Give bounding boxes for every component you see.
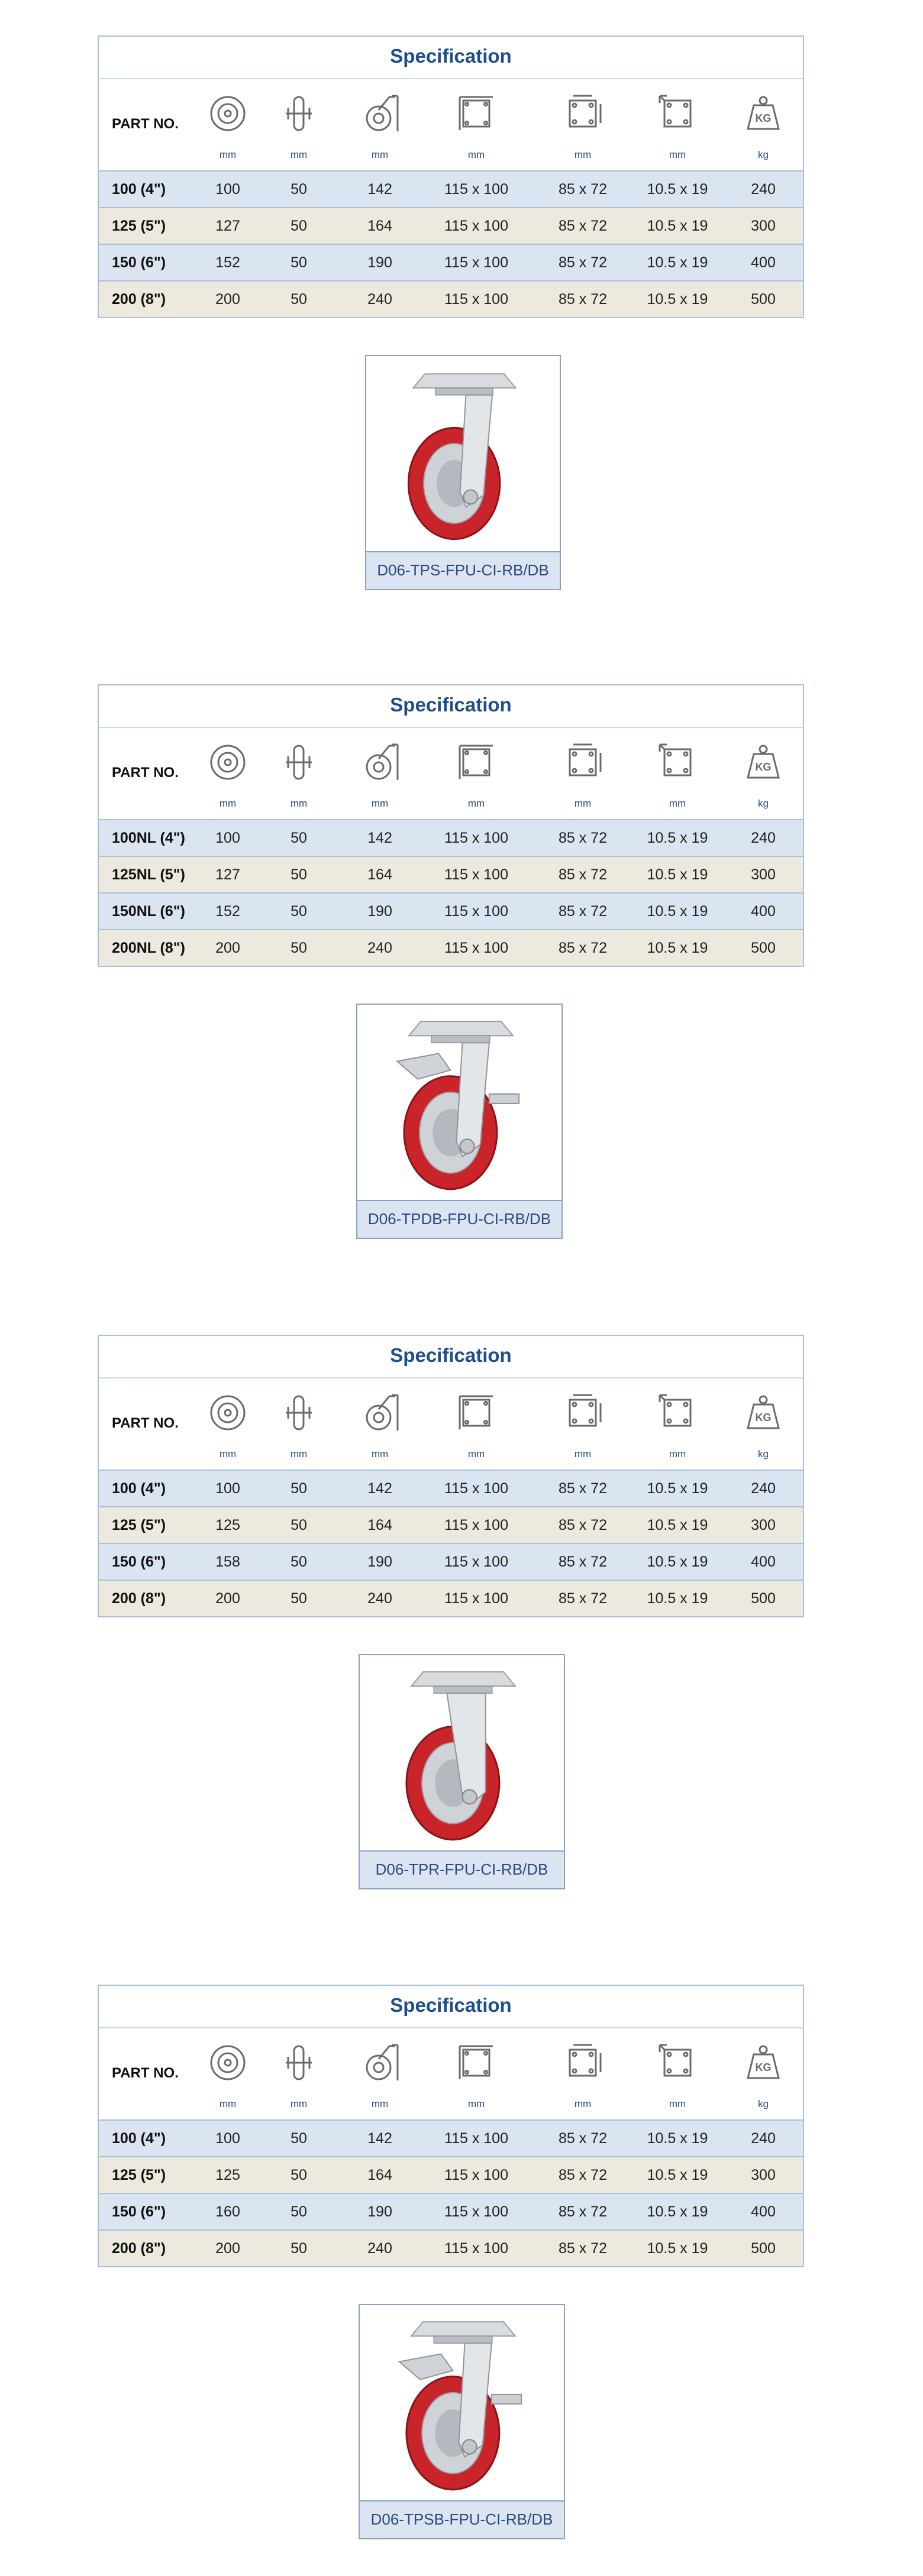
part-number-cell: 100 (4") (112, 1480, 166, 1497)
wheel-diameter-icon-wrap (206, 92, 249, 135)
unit-label: mm (290, 2098, 308, 2109)
spec-header-icons (99, 1378, 803, 1445)
table-row (99, 929, 803, 966)
spec-value-cell: 164 (367, 866, 392, 883)
unit-label: kg (758, 149, 769, 160)
bolt-hole-spacing-icon (561, 92, 604, 135)
wheel-width-icon-wrap (277, 2041, 320, 2084)
spec-value-cell: 85 x 72 (558, 218, 607, 234)
load-capacity-icon-wrap (742, 2041, 785, 2084)
spec-value-cell: 400 (751, 254, 776, 271)
caster-wheel-image (360, 2305, 564, 2501)
spec-value-cell: 125 (215, 1517, 240, 1533)
spec-value-cell: 300 (751, 218, 776, 234)
wheel-width-icon (277, 741, 320, 784)
unit-label: mm (290, 149, 308, 160)
part-number-cell: 100 (4") (112, 2130, 166, 2147)
product-model-caption: D06-TPS-FPU-CI-RB/DB (366, 551, 560, 589)
bolt-hole-spacing-icon-wrap (561, 741, 604, 784)
spec-value-cell: 10.5 x 19 (647, 291, 708, 308)
spec-table (98, 1335, 804, 1617)
part-number-cell: 100 (4") (112, 181, 166, 198)
bolt-hole-spacing-icon-wrap (561, 1391, 604, 1434)
spec-value-cell: 10.5 x 19 (647, 2240, 708, 2257)
spec-value-cell: 85 x 72 (558, 2130, 607, 2147)
overall-height-icon-wrap (359, 92, 401, 135)
spec-value-cell: 85 x 72 (558, 1590, 607, 1607)
spec-value-cell: 240 (751, 830, 776, 846)
unit-label: mm (669, 149, 686, 160)
spec-value-cell: 50 (291, 254, 307, 271)
product-photo-card (356, 1004, 563, 1239)
spec-value-cell: 50 (291, 2167, 307, 2183)
spec-value-cell: 85 x 72 (558, 903, 607, 920)
spec-value-cell: 158 (215, 1554, 240, 1570)
unit-label: kg (758, 2098, 769, 2109)
wheel-diameter-icon-wrap (206, 1391, 249, 1434)
unit-label: mm (669, 2098, 686, 2109)
spec-value-cell: 200 (215, 940, 240, 956)
weight-icon-label: KG (755, 112, 772, 124)
spec-value-cell: 85 x 72 (558, 830, 607, 846)
unit-label: mm (467, 149, 485, 160)
unit-label: mm (290, 1448, 308, 1459)
spec-header-icons (99, 2028, 803, 2095)
spec-table (98, 1985, 804, 2267)
spec-value-cell: 164 (367, 1517, 392, 1533)
bolt-hole-size-icon-wrap (656, 741, 699, 784)
spec-value-cell: 200 (215, 291, 240, 308)
spec-value-cell: 115 x 100 (444, 940, 508, 956)
spec-value-cell: 115 x 100 (444, 1554, 508, 1570)
unit-label: mm (574, 149, 592, 160)
spec-value-cell: 85 x 72 (558, 2167, 607, 2183)
product-photo-card (359, 2304, 565, 2539)
part-number-cell: 150 (6") (112, 254, 166, 271)
spec-value-cell: 50 (291, 1590, 307, 1607)
spec-header-icons (99, 79, 803, 145)
spec-value-cell: 500 (751, 940, 776, 956)
spec-value-cell: 10.5 x 19 (647, 2130, 708, 2147)
spec-table (98, 35, 804, 318)
spec-value-cell: 10.5 x 19 (647, 2167, 708, 2183)
spec-value-cell: 164 (367, 2167, 392, 2183)
unit-label: mm (669, 1448, 686, 1459)
table-row (99, 856, 803, 892)
part-number-cell: 200 (8") (112, 291, 166, 308)
product-model-caption: D06-TPSB-FPU-CI-RB/DB (360, 2500, 564, 2538)
unit-label: mm (574, 1448, 592, 1459)
top-plate-size-icon (455, 741, 498, 784)
unit-row (99, 145, 803, 170)
top-plate-size-icon-wrap (455, 92, 498, 135)
overall-height-icon-wrap (359, 2041, 401, 2084)
table-row (99, 1543, 803, 1580)
table-row (99, 819, 803, 856)
part-no-label: PART NO. (112, 1415, 179, 1431)
spec-value-cell: 152 (215, 903, 240, 920)
part-number-cell: 150 (6") (112, 1554, 166, 1570)
unit-label: kg (758, 1448, 769, 1459)
spec-value-cell: 10.5 x 19 (647, 903, 708, 920)
wheel-width-icon (277, 1391, 320, 1434)
part-no-label: PART NO. (112, 765, 179, 781)
spec-value-cell: 115 x 100 (444, 830, 508, 846)
overall-height-icon-wrap (359, 741, 401, 784)
spec-value-cell: 85 x 72 (558, 2240, 607, 2257)
spec-value-cell: 240 (751, 2130, 776, 2147)
spec-title: Specification (99, 685, 803, 728)
top-plate-size-icon-wrap (455, 741, 498, 784)
unit-label: mm (574, 798, 592, 809)
spec-value-cell: 115 x 100 (444, 218, 508, 234)
spec-value-cell: 50 (291, 1480, 307, 1497)
spec-value-cell: 85 x 72 (558, 1517, 607, 1533)
top-plate-size-icon-wrap (455, 2041, 498, 2084)
spec-value-cell: 127 (215, 866, 240, 883)
table-row (99, 2193, 803, 2229)
spec-value-cell: 50 (291, 2203, 307, 2220)
spec-value-cell: 10.5 x 19 (647, 1590, 708, 1607)
bolt-hole-spacing-icon-wrap (561, 2041, 604, 2084)
spec-value-cell: 240 (367, 1590, 392, 1607)
wheel-diameter-icon (206, 1391, 249, 1434)
spec-value-cell: 10.5 x 19 (647, 1554, 708, 1570)
spec-value-cell: 115 x 100 (444, 1517, 508, 1533)
spec-value-cell: 152 (215, 254, 240, 271)
bolt-hole-size-icon (656, 1391, 699, 1434)
spec-value-cell: 142 (367, 830, 392, 846)
spec-value-cell: 500 (751, 2240, 776, 2257)
spec-value-cell: 240 (367, 291, 392, 308)
spec-value-cell: 240 (367, 940, 392, 956)
spec-value-cell: 115 x 100 (444, 1590, 508, 1607)
bolt-hole-size-icon-wrap (656, 92, 699, 135)
load-capacity-icon-wrap (742, 741, 785, 784)
unit-label: mm (467, 2098, 485, 2109)
spec-value-cell: 50 (291, 1554, 307, 1570)
weight-icon-label: KG (755, 2062, 772, 2073)
part-number-cell: 125NL (5") (112, 866, 185, 883)
overall-height-icon (359, 1391, 401, 1434)
product-photo-card (365, 355, 561, 590)
part-number-cell: 200 (8") (112, 1590, 166, 1607)
bolt-hole-spacing-icon (561, 2041, 604, 2084)
unit-row (99, 1445, 803, 1470)
spec-value-cell: 400 (751, 1554, 776, 1570)
spec-value-cell: 85 x 72 (558, 181, 607, 198)
part-number-cell: 200NL (8") (112, 940, 185, 956)
spec-block (0, 684, 923, 1276)
table-row (99, 170, 803, 207)
spec-value-cell: 85 x 72 (558, 1480, 607, 1497)
spec-value-cell: 142 (367, 2130, 392, 2147)
wheel-width-icon-wrap (277, 1391, 320, 1434)
unit-label: mm (467, 798, 485, 809)
product-photo-card (359, 1654, 565, 1889)
product-image (366, 356, 560, 552)
spec-value-cell: 10.5 x 19 (647, 254, 708, 271)
part-no-label: PART NO. (112, 116, 179, 132)
unit-label: mm (371, 798, 389, 809)
spec-value-cell: 50 (291, 866, 307, 883)
load-capacity-icon (742, 741, 785, 784)
table-row (99, 207, 803, 244)
table-row (99, 2156, 803, 2193)
part-number-cell: 100NL (4") (112, 830, 185, 846)
wheel-width-icon (277, 2041, 320, 2084)
caster-wheel-image (360, 1655, 564, 1852)
spec-block (0, 35, 923, 627)
spec-value-cell: 50 (291, 2130, 307, 2147)
part-number-cell: 125 (5") (112, 218, 166, 234)
table-row (99, 1580, 803, 1616)
wheel-diameter-icon-wrap (206, 2041, 249, 2084)
unit-label: mm (219, 798, 237, 809)
table-row (99, 892, 803, 929)
part-no-label: PART NO. (112, 2065, 179, 2081)
unit-label: mm (219, 2098, 237, 2109)
spec-value-cell: 500 (751, 1590, 776, 1607)
bolt-hole-size-icon-wrap (656, 1391, 699, 1434)
table-row (99, 280, 803, 317)
top-plate-size-icon (455, 92, 498, 135)
spec-header-icons (99, 728, 803, 794)
unit-label: mm (371, 149, 389, 160)
spec-value-cell: 240 (367, 2240, 392, 2257)
spec-value-cell: 85 x 72 (558, 1554, 607, 1570)
wheel-diameter-icon (206, 2041, 249, 2084)
overall-height-icon (359, 92, 401, 135)
spec-table (98, 684, 804, 967)
spec-value-cell: 100 (215, 1480, 240, 1497)
bolt-hole-spacing-icon (561, 1391, 604, 1434)
spec-value-cell: 10.5 x 19 (647, 830, 708, 846)
unit-label: mm (467, 1448, 485, 1459)
spec-value-cell: 200 (215, 2240, 240, 2257)
load-capacity-icon (742, 92, 785, 135)
table-row (99, 2229, 803, 2266)
spec-value-cell: 400 (751, 2203, 776, 2220)
unit-label: mm (669, 798, 686, 809)
wheel-width-icon (277, 92, 320, 135)
table-row (99, 2119, 803, 2156)
spec-value-cell: 115 x 100 (444, 291, 508, 308)
spec-value-cell: 115 x 100 (444, 2167, 508, 2183)
spec-value-cell: 50 (291, 2240, 307, 2257)
spec-value-cell: 115 x 100 (444, 1480, 508, 1497)
unit-label: mm (290, 798, 308, 809)
spec-value-cell: 115 x 100 (444, 254, 508, 271)
spec-value-cell: 100 (215, 2130, 240, 2147)
table-row (99, 244, 803, 280)
bolt-hole-size-icon (656, 92, 699, 135)
spec-value-cell: 300 (751, 1517, 776, 1533)
bolt-hole-size-icon (656, 741, 699, 784)
spec-value-cell: 50 (291, 1517, 307, 1533)
spec-value-cell: 50 (291, 940, 307, 956)
spec-value-cell: 300 (751, 866, 776, 883)
spec-value-cell: 10.5 x 19 (647, 940, 708, 956)
spec-value-cell: 127 (215, 218, 240, 234)
spec-title: Specification (99, 37, 803, 79)
spec-value-cell: 142 (367, 181, 392, 198)
spec-value-cell: 115 x 100 (444, 2203, 508, 2220)
spec-value-cell: 115 x 100 (444, 181, 508, 198)
unit-label: mm (371, 1448, 389, 1459)
spec-value-cell: 85 x 72 (558, 866, 607, 883)
spec-value-cell: 85 x 72 (558, 940, 607, 956)
spec-value-cell: 85 x 72 (558, 254, 607, 271)
spec-value-cell: 10.5 x 19 (647, 866, 708, 883)
spec-value-cell: 115 x 100 (444, 903, 508, 920)
unit-label: mm (371, 2098, 389, 2109)
spec-value-cell: 50 (291, 903, 307, 920)
spec-value-cell: 190 (367, 2203, 392, 2220)
spec-value-cell: 190 (367, 1554, 392, 1570)
top-plate-size-icon-wrap (455, 1391, 498, 1434)
spec-value-cell: 85 x 72 (558, 2203, 607, 2220)
product-model-caption: D06-TPR-FPU-CI-RB/DB (360, 1850, 564, 1888)
product-model-caption: D06-TPDB-FPU-CI-RB/DB (357, 1200, 561, 1238)
part-number-cell: 150 (6") (112, 2203, 166, 2220)
spec-value-cell: 10.5 x 19 (647, 218, 708, 234)
unit-row (99, 2095, 803, 2119)
overall-height-icon-wrap (359, 1391, 401, 1434)
part-number-cell: 150NL (6") (112, 903, 185, 920)
spec-value-cell: 400 (751, 903, 776, 920)
spec-value-cell: 115 x 100 (444, 2130, 508, 2147)
part-number-cell: 125 (5") (112, 2167, 166, 2183)
table-row (99, 1506, 803, 1543)
wheel-diameter-icon-wrap (206, 741, 249, 784)
wheel-diameter-icon (206, 741, 249, 784)
spec-value-cell: 100 (215, 181, 240, 198)
spec-value-cell: 50 (291, 291, 307, 308)
spec-value-cell: 300 (751, 2167, 776, 2183)
wheel-diameter-icon (206, 92, 249, 135)
spec-value-cell: 164 (367, 218, 392, 234)
bolt-hole-spacing-icon (561, 741, 604, 784)
load-capacity-icon (742, 1391, 785, 1434)
spec-value-cell: 10.5 x 19 (647, 1480, 708, 1497)
spec-value-cell: 50 (291, 218, 307, 234)
spec-title: Specification (99, 1986, 803, 2028)
top-plate-size-icon (455, 1391, 498, 1434)
spec-value-cell: 240 (751, 181, 776, 198)
product-image (357, 1005, 561, 1201)
product-image (360, 1655, 564, 1852)
wheel-width-icon-wrap (277, 92, 320, 135)
top-plate-size-icon (455, 2041, 498, 2084)
spec-value-cell: 190 (367, 254, 392, 271)
weight-icon-label: KG (755, 1412, 772, 1423)
load-capacity-icon-wrap (742, 1391, 785, 1434)
unit-row (99, 794, 803, 819)
spec-title: Specification (99, 1336, 803, 1378)
part-number-cell: 125 (5") (112, 1517, 166, 1533)
bolt-hole-size-icon (656, 2041, 699, 2084)
spec-value-cell: 142 (367, 1480, 392, 1497)
spec-value-cell: 500 (751, 291, 776, 308)
bolt-hole-spacing-icon-wrap (561, 92, 604, 135)
spec-value-cell: 160 (215, 2203, 240, 2220)
spec-value-cell: 10.5 x 19 (647, 1517, 708, 1533)
spec-value-cell: 100 (215, 830, 240, 846)
overall-height-icon (359, 741, 401, 784)
unit-label: mm (219, 1448, 237, 1459)
wheel-width-icon-wrap (277, 741, 320, 784)
table-row (99, 1470, 803, 1506)
product-image (360, 2305, 564, 2501)
spec-value-cell: 115 x 100 (444, 2240, 508, 2257)
part-number-cell: 200 (8") (112, 2240, 166, 2257)
weight-icon-label: KG (755, 761, 772, 773)
spec-value-cell: 50 (291, 181, 307, 198)
unit-label: mm (219, 149, 237, 160)
unit-label: mm (574, 2098, 592, 2109)
spec-value-cell: 200 (215, 1590, 240, 1607)
unit-label: kg (758, 798, 769, 809)
load-capacity-icon (742, 2041, 785, 2084)
overall-height-icon (359, 2041, 401, 2084)
spec-value-cell: 190 (367, 903, 392, 920)
spec-value-cell: 50 (291, 830, 307, 846)
load-capacity-icon-wrap (742, 92, 785, 135)
spec-value-cell: 85 x 72 (558, 291, 607, 308)
spec-value-cell: 115 x 100 (444, 866, 508, 883)
spec-block (0, 1985, 923, 2576)
caster-wheel-image (357, 1005, 561, 1201)
spec-value-cell: 125 (215, 2167, 240, 2183)
spec-value-cell: 10.5 x 19 (647, 2203, 708, 2220)
spec-block (0, 1335, 923, 1926)
caster-wheel-image (366, 356, 560, 552)
spec-value-cell: 240 (751, 1480, 776, 1497)
bolt-hole-size-icon-wrap (656, 2041, 699, 2084)
spec-value-cell: 10.5 x 19 (647, 181, 708, 198)
